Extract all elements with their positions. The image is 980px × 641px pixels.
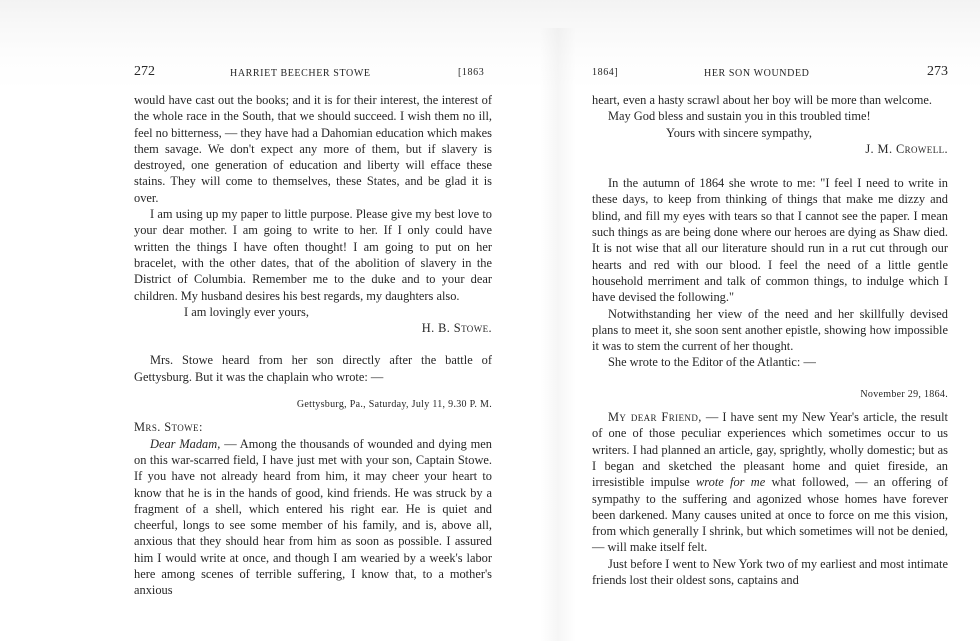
left-paragraph-3: Mrs. Stowe heard from her son directly after the battle of Gettysburg. But it was the chaplain who wrote: —: [134, 353, 492, 384]
left-running-head: HARRIET BEECHER STOWE: [230, 68, 371, 79]
letter-opening: Dear Madam,: [150, 436, 221, 451]
left-paragraph-1: would have cast out the books; and it is for their interest, the interest of the whole race in the South, that we should succeed. I wish them no ill, feel no bitterness, — they have had a Dahomian education which makes them savage. We don't expect any more of them, but if slavery is destroyed, one generation of education and liberty will efface these stains. They will come to themselves, these States, and be glad it is over.: [134, 93, 492, 205]
left-page-header: [134, 66, 492, 82]
chaplain-letter-body: [134, 436, 492, 599]
right-page: [592, 66, 948, 588]
letter-body-text: — Among the thousands of wounded and dying men on this war-scarred field, I have just met with your son, Captain Stowe. If you have not already heard from him, it may cheer your heart to know that he is in the hands of good, kind friends. He was struck by a fragment of a shell, which entered his right ear. He is quiet and cheerful, longs to see some member of his family, and is, above all, anxious that they should hear from him as soon as possible. I assured him I would write at once, and though I am wearied by a week's labor here among scenes of terrible suffering, I know that, to a mother's anxious: [134, 436, 492, 598]
right-page-number: 273: [927, 64, 948, 79]
letter-dateline: Gettysburg, Pa., Saturday, July 11, 9.30 P. M.: [296, 399, 492, 411]
blessing-line: May God bless and sustain you in this troubled time!: [608, 109, 871, 124]
atlantic-letter-body: [592, 409, 948, 556]
atlantic-letter-emphasis: wrote for me: [696, 475, 766, 490]
signature-crowell: J. M. Crowell.: [865, 141, 948, 156]
atlantic-letter-part-a: — I have sent my New Year's article, the result of one of those peculiar experiences which sometimes occur to us writers. I had planned an article, gay, sprightly, wholly domestic; but as I began and sketched the pleasant home and quiet fireside, an irresistible impulse: [592, 410, 948, 490]
right-paragraph-3: Notwithstanding her view of the need and her skillfully devised plans to meet it, she soon sent another epistle, showing how impossible it was to stem the current of her thought.: [592, 306, 948, 354]
crowell-closing: Yours with sincere sympathy,: [666, 125, 812, 140]
right-paragraph-1: heart, even a hasty scrawl about her boy will be more than welcome.: [592, 93, 932, 107]
signature-stowe: H. B. Stowe.: [421, 321, 492, 336]
atlantic-letter-dateline: November 29, 1864.: [860, 388, 948, 400]
atlantic-salutation: My dear Friend,: [608, 410, 702, 425]
right-page-body: [592, 92, 948, 588]
left-paragraph-2: I am using up my paper to little purpose. Please give my best love to your dear mother. I am going to write to her. If I only could have written the things I have often thought! I am going to put on her bracelet, with the other dates, that of the abolition of slavery in the District of Columbia. Remember me to the duke and to your dear children. My husband desires his best regards, my daughters also.: [134, 207, 492, 303]
letter-salutation: Mrs. Stowe:: [134, 420, 203, 435]
letter-closing: I am lovingly ever yours,: [184, 304, 309, 319]
right-running-head: HER SON WOUNDED: [704, 68, 810, 79]
right-paragraph-5: Just before I went to New York two of my earliest and most intimate friends lost their oldest sons, captains and: [592, 556, 948, 588]
atlantic-letter-part-b: what followed, — an offering of sympathy to the suffering and agonized whose homes have forever been darkened. Many causes united at once to force on me this vision, from which generally I shrink, but which sometimes will not be denied, — will make itself felt.: [592, 475, 948, 555]
left-year-mark: [1863: [458, 67, 485, 78]
left-page-body: [134, 92, 492, 599]
right-paragraph-2: In the autumn of 1864 she wrote to me: "I feel I need to write in these days, to keep from thinking of things that make me dizzy and blind, and fill my eyes with tears so that I cannot see the paper. I mean such things as are being done where our heroes are dying as Shaw died. It is not wise that all our literature should run in a rut cut through our hearts and red with our blood. I feel the need of a little gentle household merriment and talk of common things, to indulge which I have devised the following.": [592, 176, 948, 305]
book-gutter: [540, 28, 576, 641]
left-page-number: 272: [134, 64, 155, 79]
right-page-header: [592, 66, 948, 82]
right-paragraph-4: She wrote to the Editor of the Atlantic: —: [608, 355, 816, 370]
right-year-mark: 1864]: [592, 67, 619, 78]
left-page: [134, 66, 492, 599]
